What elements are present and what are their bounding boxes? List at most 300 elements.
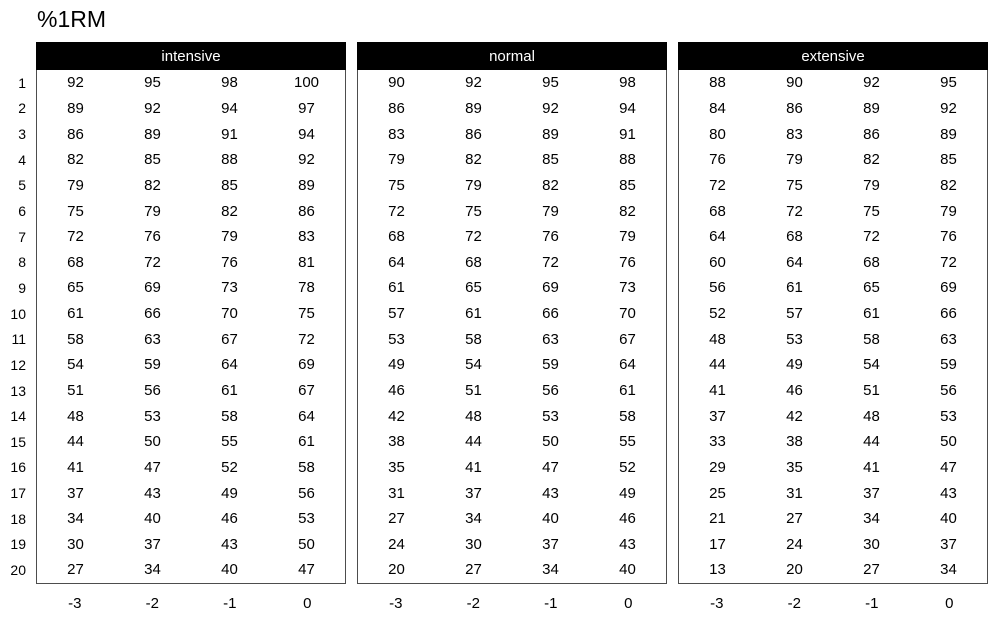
table-cell: 17 bbox=[709, 535, 726, 553]
table-row bbox=[37, 455, 345, 481]
table-cell: 37 bbox=[542, 535, 559, 553]
table-cell: 53 bbox=[940, 407, 957, 425]
table-row bbox=[37, 352, 345, 378]
table-cell: 89 bbox=[465, 99, 482, 117]
table-cell: 27 bbox=[863, 561, 880, 579]
table-cell: 95 bbox=[940, 74, 957, 92]
table-row bbox=[37, 121, 345, 147]
table-row bbox=[358, 70, 666, 96]
table-cell: 13 bbox=[709, 561, 726, 579]
table-cell: 65 bbox=[67, 279, 84, 297]
table-cell: 53 bbox=[298, 510, 315, 528]
table-row bbox=[679, 403, 987, 429]
table-header-extensive: extensive bbox=[678, 42, 988, 70]
table-cell: 52 bbox=[221, 458, 238, 476]
table-cell: 75 bbox=[465, 202, 482, 220]
table-cell: 68 bbox=[863, 253, 880, 271]
table-header-normal: normal bbox=[357, 42, 667, 70]
table-cell: 67 bbox=[221, 330, 238, 348]
table-cell: 34 bbox=[144, 561, 161, 579]
table-cell: 59 bbox=[144, 356, 161, 374]
column-axis-label: -1 bbox=[865, 595, 879, 613]
table-row bbox=[358, 326, 666, 352]
table-cell: 68 bbox=[67, 253, 84, 271]
table-row bbox=[37, 147, 345, 173]
table-cell: 43 bbox=[221, 535, 238, 553]
table-cell: 56 bbox=[298, 484, 315, 502]
table-cell: 86 bbox=[465, 125, 482, 143]
table-cell: 34 bbox=[542, 561, 559, 579]
table-row bbox=[358, 557, 666, 583]
table-cell: 52 bbox=[619, 458, 636, 476]
table-cell: 79 bbox=[465, 176, 482, 194]
table-row bbox=[358, 352, 666, 378]
table-cell: 83 bbox=[786, 125, 803, 143]
table-row bbox=[37, 249, 345, 275]
table-cell: 72 bbox=[542, 253, 559, 271]
table-cell: 48 bbox=[863, 407, 880, 425]
table-row bbox=[358, 173, 666, 199]
table-cell: 34 bbox=[67, 510, 84, 528]
table-cell: 47 bbox=[298, 561, 315, 579]
table-cell: 90 bbox=[786, 74, 803, 92]
row-number: 9 bbox=[18, 279, 26, 296]
table-cell: 79 bbox=[786, 151, 803, 169]
table-cell: 50 bbox=[298, 535, 315, 553]
row-number: 19 bbox=[10, 536, 26, 553]
row-number: 1 bbox=[18, 74, 26, 91]
table-cell: 72 bbox=[465, 228, 482, 246]
table-cell: 27 bbox=[465, 561, 482, 579]
table-cell: 65 bbox=[465, 279, 482, 297]
table-cell: 42 bbox=[388, 407, 405, 425]
table-cell: 91 bbox=[221, 125, 238, 143]
row-number: 17 bbox=[10, 485, 26, 502]
table-cell: 55 bbox=[221, 433, 238, 451]
table-body-intensive bbox=[36, 70, 346, 584]
table-cell: 44 bbox=[709, 356, 726, 374]
table-cell: 20 bbox=[388, 561, 405, 579]
table-cell: 27 bbox=[67, 561, 84, 579]
table-row bbox=[358, 403, 666, 429]
table-cell: 75 bbox=[298, 305, 315, 323]
table-cell: 61 bbox=[67, 305, 84, 323]
table-cell: 46 bbox=[388, 382, 405, 399]
row-number-gutter bbox=[0, 42, 36, 583]
column-axis-label: -2 bbox=[787, 595, 801, 613]
table-cell: 92 bbox=[67, 74, 84, 92]
table-cell: 54 bbox=[465, 356, 482, 374]
table-cell: 63 bbox=[940, 330, 957, 348]
row-number: 3 bbox=[18, 126, 26, 143]
table-row bbox=[679, 301, 987, 327]
table-cell: 79 bbox=[619, 228, 636, 246]
row-number: 15 bbox=[10, 433, 26, 450]
table-cell: 72 bbox=[786, 202, 803, 220]
table-cell: 94 bbox=[298, 125, 315, 143]
column-axis-label: -3 bbox=[389, 595, 403, 613]
table-cell: 61 bbox=[786, 279, 803, 297]
table-cell: 46 bbox=[619, 510, 636, 528]
table-cell: 31 bbox=[388, 484, 405, 502]
table-cell: 56 bbox=[940, 382, 957, 399]
table-cell: 31 bbox=[786, 484, 803, 502]
table-row bbox=[679, 378, 987, 404]
table-cell: 85 bbox=[542, 151, 559, 169]
table-cell: 90 bbox=[388, 74, 405, 92]
table-row bbox=[37, 429, 345, 455]
table-row bbox=[679, 198, 987, 224]
table-cell: 50 bbox=[542, 433, 559, 451]
table-row bbox=[679, 173, 987, 199]
table-cell: 98 bbox=[221, 74, 238, 92]
table-cell: 94 bbox=[221, 99, 238, 117]
table-cell: 85 bbox=[619, 176, 636, 194]
table-cell: 58 bbox=[298, 458, 315, 476]
table-cell: 68 bbox=[786, 228, 803, 246]
table-cell: 85 bbox=[221, 176, 238, 194]
table-row bbox=[358, 121, 666, 147]
table-cell: 79 bbox=[940, 202, 957, 220]
row-number: 6 bbox=[18, 203, 26, 220]
table-cell: 68 bbox=[388, 228, 405, 246]
row-number: 20 bbox=[10, 561, 26, 578]
table-cell: 72 bbox=[144, 253, 161, 271]
table-cell: 41 bbox=[67, 458, 84, 476]
table-cell: 69 bbox=[542, 279, 559, 297]
table-cell: 75 bbox=[67, 202, 84, 220]
table-cell: 82 bbox=[542, 176, 559, 194]
table-cell: 92 bbox=[144, 99, 161, 117]
table-row bbox=[37, 224, 345, 250]
column-axis-label: -3 bbox=[710, 595, 724, 613]
table-body-extensive bbox=[678, 70, 988, 584]
table-cell: 37 bbox=[863, 484, 880, 502]
row-number: 11 bbox=[11, 331, 26, 348]
table-cell: 41 bbox=[465, 458, 482, 476]
table-row bbox=[358, 96, 666, 122]
table-cell: 46 bbox=[786, 382, 803, 399]
table-row bbox=[679, 224, 987, 250]
table-cell: 64 bbox=[388, 253, 405, 271]
table-cell: 92 bbox=[863, 74, 880, 92]
table-cell: 49 bbox=[786, 356, 803, 374]
table-cell: 79 bbox=[144, 202, 161, 220]
table-cell: 79 bbox=[542, 202, 559, 220]
table-cell: 20 bbox=[786, 561, 803, 579]
column-axis-label: 0 bbox=[303, 595, 312, 613]
table-cell: 48 bbox=[67, 407, 84, 425]
table-cell: 84 bbox=[709, 99, 726, 117]
table-cell: 86 bbox=[863, 125, 880, 143]
table-row bbox=[679, 326, 987, 352]
table-cell: 68 bbox=[465, 253, 482, 271]
table-cell: 50 bbox=[144, 433, 161, 451]
table-cell: 49 bbox=[388, 356, 405, 374]
table-cell: 86 bbox=[786, 99, 803, 117]
table-row bbox=[679, 455, 987, 481]
table-cell: 57 bbox=[388, 305, 405, 323]
table-cell: 82 bbox=[465, 151, 482, 169]
tables-row bbox=[0, 42, 988, 618]
table-cell: 75 bbox=[388, 176, 405, 194]
table-cell: 37 bbox=[709, 407, 726, 425]
table-cell: 76 bbox=[709, 151, 726, 169]
table-cell: 61 bbox=[388, 279, 405, 297]
table-cell: 64 bbox=[619, 356, 636, 374]
table-cell: 41 bbox=[863, 458, 880, 476]
table-cell: 46 bbox=[221, 510, 238, 528]
row-number: 18 bbox=[10, 510, 26, 527]
table-row bbox=[37, 198, 345, 224]
table-row bbox=[358, 275, 666, 301]
table-cell: 94 bbox=[619, 99, 636, 117]
table-cell: 88 bbox=[619, 151, 636, 169]
table-cell: 89 bbox=[940, 125, 957, 143]
table-cell: 21 bbox=[709, 510, 726, 528]
table-row bbox=[679, 147, 987, 173]
table-cell: 25 bbox=[709, 484, 726, 502]
table-cell: 57 bbox=[786, 305, 803, 323]
table-cell: 38 bbox=[388, 433, 405, 451]
table-cell: 58 bbox=[221, 407, 238, 425]
table-block-normal bbox=[357, 42, 667, 618]
table-cell: 40 bbox=[221, 561, 238, 579]
table-cell: 51 bbox=[465, 382, 482, 399]
table-cell: 65 bbox=[863, 279, 880, 297]
table-row bbox=[679, 352, 987, 378]
table-cell: 66 bbox=[144, 305, 161, 323]
table-cell: 54 bbox=[863, 356, 880, 374]
column-axis-labels bbox=[357, 584, 667, 618]
row-number: 2 bbox=[18, 100, 26, 117]
table-cell: 92 bbox=[465, 74, 482, 92]
row-number: 16 bbox=[10, 459, 26, 476]
column-axis-label: -2 bbox=[145, 595, 159, 613]
table-cell: 58 bbox=[863, 330, 880, 348]
row-number: 8 bbox=[18, 254, 26, 271]
row-number: 7 bbox=[18, 228, 26, 245]
table-cell: 34 bbox=[940, 561, 957, 579]
table-cell: 43 bbox=[144, 484, 161, 502]
table-cell: 68 bbox=[709, 202, 726, 220]
table-cell: 86 bbox=[67, 125, 84, 143]
table-cell: 67 bbox=[619, 330, 636, 348]
table-cell: 69 bbox=[940, 279, 957, 297]
table-row bbox=[679, 121, 987, 147]
table-cell: 83 bbox=[298, 228, 315, 246]
table-cell: 54 bbox=[67, 356, 84, 374]
table-cell: 63 bbox=[144, 330, 161, 348]
table-row bbox=[358, 198, 666, 224]
table-cell: 64 bbox=[709, 228, 726, 246]
table-cell: 34 bbox=[465, 510, 482, 528]
table-cell: 27 bbox=[786, 510, 803, 528]
table-cell: 61 bbox=[298, 433, 315, 451]
table-row bbox=[358, 224, 666, 250]
table-cell: 61 bbox=[619, 382, 636, 399]
table-cell: 83 bbox=[388, 125, 405, 143]
table-cell: 86 bbox=[388, 99, 405, 117]
table-cell: 86 bbox=[298, 202, 315, 220]
table-cell: 89 bbox=[542, 125, 559, 143]
table-cell: 82 bbox=[863, 151, 880, 169]
table-cell: 100 bbox=[293, 74, 320, 92]
table-cell: 44 bbox=[67, 433, 84, 451]
table-cell: 78 bbox=[298, 279, 315, 297]
table-cell: 50 bbox=[940, 433, 957, 451]
table-cell: 51 bbox=[863, 382, 880, 399]
table-cell: 33 bbox=[709, 433, 726, 451]
table-cell: 48 bbox=[465, 407, 482, 425]
table-cell: 42 bbox=[786, 407, 803, 425]
column-axis-label: -2 bbox=[466, 595, 480, 613]
table-cell: 43 bbox=[940, 484, 957, 502]
table-row bbox=[679, 532, 987, 558]
table-cell: 55 bbox=[619, 433, 636, 451]
table-cell: 48 bbox=[709, 330, 726, 348]
table-row bbox=[37, 275, 345, 301]
table-row bbox=[679, 275, 987, 301]
table-cell: 56 bbox=[144, 382, 161, 399]
table-cell: 66 bbox=[940, 305, 957, 323]
table-cell: 40 bbox=[619, 561, 636, 579]
table-cell: 30 bbox=[465, 535, 482, 553]
table-row bbox=[37, 532, 345, 558]
table-cell: 38 bbox=[786, 433, 803, 451]
table-row bbox=[679, 249, 987, 275]
table-row bbox=[679, 96, 987, 122]
table-cell: 34 bbox=[863, 510, 880, 528]
table-cell: 95 bbox=[542, 74, 559, 92]
table-cell: 69 bbox=[144, 279, 161, 297]
table-cell: 44 bbox=[465, 433, 482, 451]
table-cell: 82 bbox=[940, 176, 957, 194]
table-cell: 63 bbox=[542, 330, 559, 348]
table-cell: 97 bbox=[298, 99, 315, 117]
table-cell: 43 bbox=[619, 535, 636, 553]
table-cell: 43 bbox=[542, 484, 559, 502]
table-cell: 73 bbox=[221, 279, 238, 297]
table-block-intensive bbox=[36, 42, 346, 618]
table-cell: 29 bbox=[709, 458, 726, 476]
column-axis-label: -1 bbox=[544, 595, 558, 613]
table-row bbox=[37, 403, 345, 429]
table-cell: 81 bbox=[298, 253, 315, 271]
table-cell: 47 bbox=[940, 458, 957, 476]
row-number: 5 bbox=[18, 177, 26, 194]
table-row bbox=[37, 557, 345, 583]
table-cell: 53 bbox=[144, 407, 161, 425]
table-cell: 58 bbox=[67, 330, 84, 348]
table-cell: 82 bbox=[619, 202, 636, 220]
table-cell: 69 bbox=[298, 356, 315, 374]
table-cell: 40 bbox=[542, 510, 559, 528]
column-axis-label: 0 bbox=[624, 595, 633, 613]
table-cell: 72 bbox=[67, 228, 84, 246]
table-cell: 49 bbox=[619, 484, 636, 502]
table-cell: 35 bbox=[786, 458, 803, 476]
table-header-intensive: intensive bbox=[36, 42, 346, 70]
table-cell: 92 bbox=[940, 99, 957, 117]
table-row bbox=[37, 173, 345, 199]
table-row bbox=[37, 378, 345, 404]
table-cell: 82 bbox=[67, 151, 84, 169]
table-cell: 85 bbox=[144, 151, 161, 169]
table-row bbox=[37, 96, 345, 122]
table-cell: 89 bbox=[67, 99, 84, 117]
table-row bbox=[37, 506, 345, 532]
table-cell: 30 bbox=[67, 535, 84, 553]
table-cell: 79 bbox=[388, 151, 405, 169]
table-cell: 73 bbox=[619, 279, 636, 297]
table-cell: 67 bbox=[298, 382, 315, 399]
table-row bbox=[679, 557, 987, 583]
table-cell: 76 bbox=[221, 253, 238, 271]
table-cell: 24 bbox=[786, 535, 803, 553]
table-cell: 72 bbox=[940, 253, 957, 271]
table-cell: 58 bbox=[465, 330, 482, 348]
table-cell: 91 bbox=[619, 125, 636, 143]
table-cell: 59 bbox=[542, 356, 559, 374]
table-cell: 58 bbox=[619, 407, 636, 425]
table-cell: 92 bbox=[298, 151, 315, 169]
table-cell: 85 bbox=[940, 151, 957, 169]
table-cell: 53 bbox=[542, 407, 559, 425]
table-cell: 53 bbox=[786, 330, 803, 348]
column-axis-labels bbox=[36, 584, 346, 618]
table-cell: 37 bbox=[67, 484, 84, 502]
table-cell: 88 bbox=[221, 151, 238, 169]
table-body-normal bbox=[357, 70, 667, 584]
table-row bbox=[37, 70, 345, 96]
table-cell: 66 bbox=[542, 305, 559, 323]
column-axis-label: -3 bbox=[68, 595, 82, 613]
row-number: 10 bbox=[10, 305, 26, 322]
table-row bbox=[358, 506, 666, 532]
table-cell: 64 bbox=[221, 356, 238, 374]
table-cell: 89 bbox=[144, 125, 161, 143]
table-cell: 70 bbox=[221, 305, 238, 323]
table-cell: 61 bbox=[465, 305, 482, 323]
table-cell: 72 bbox=[298, 330, 315, 348]
table-cell: 82 bbox=[221, 202, 238, 220]
table-row bbox=[358, 249, 666, 275]
table-cell: 88 bbox=[709, 74, 726, 92]
table-row bbox=[37, 480, 345, 506]
table-cell: 79 bbox=[67, 176, 84, 194]
table-cell: 89 bbox=[863, 99, 880, 117]
table-cell: 40 bbox=[144, 510, 161, 528]
table-cell: 75 bbox=[863, 202, 880, 220]
table-cell: 98 bbox=[619, 74, 636, 92]
table-cell: 30 bbox=[863, 535, 880, 553]
page-title: %1RM bbox=[37, 6, 107, 32]
table-cell: 40 bbox=[940, 510, 957, 528]
table-cell: 52 bbox=[709, 305, 726, 323]
table-cell: 95 bbox=[144, 74, 161, 92]
table-cell: 82 bbox=[144, 176, 161, 194]
table-cell: 37 bbox=[940, 535, 957, 553]
table-cell: 72 bbox=[863, 228, 880, 246]
table-cell: 60 bbox=[709, 253, 726, 271]
table-cell: 59 bbox=[940, 356, 957, 374]
row-number: 4 bbox=[18, 151, 26, 168]
table-cell: 76 bbox=[144, 228, 161, 246]
table-cell: 47 bbox=[542, 458, 559, 476]
table-cell: 47 bbox=[144, 458, 161, 476]
table-cell: 79 bbox=[863, 176, 880, 194]
